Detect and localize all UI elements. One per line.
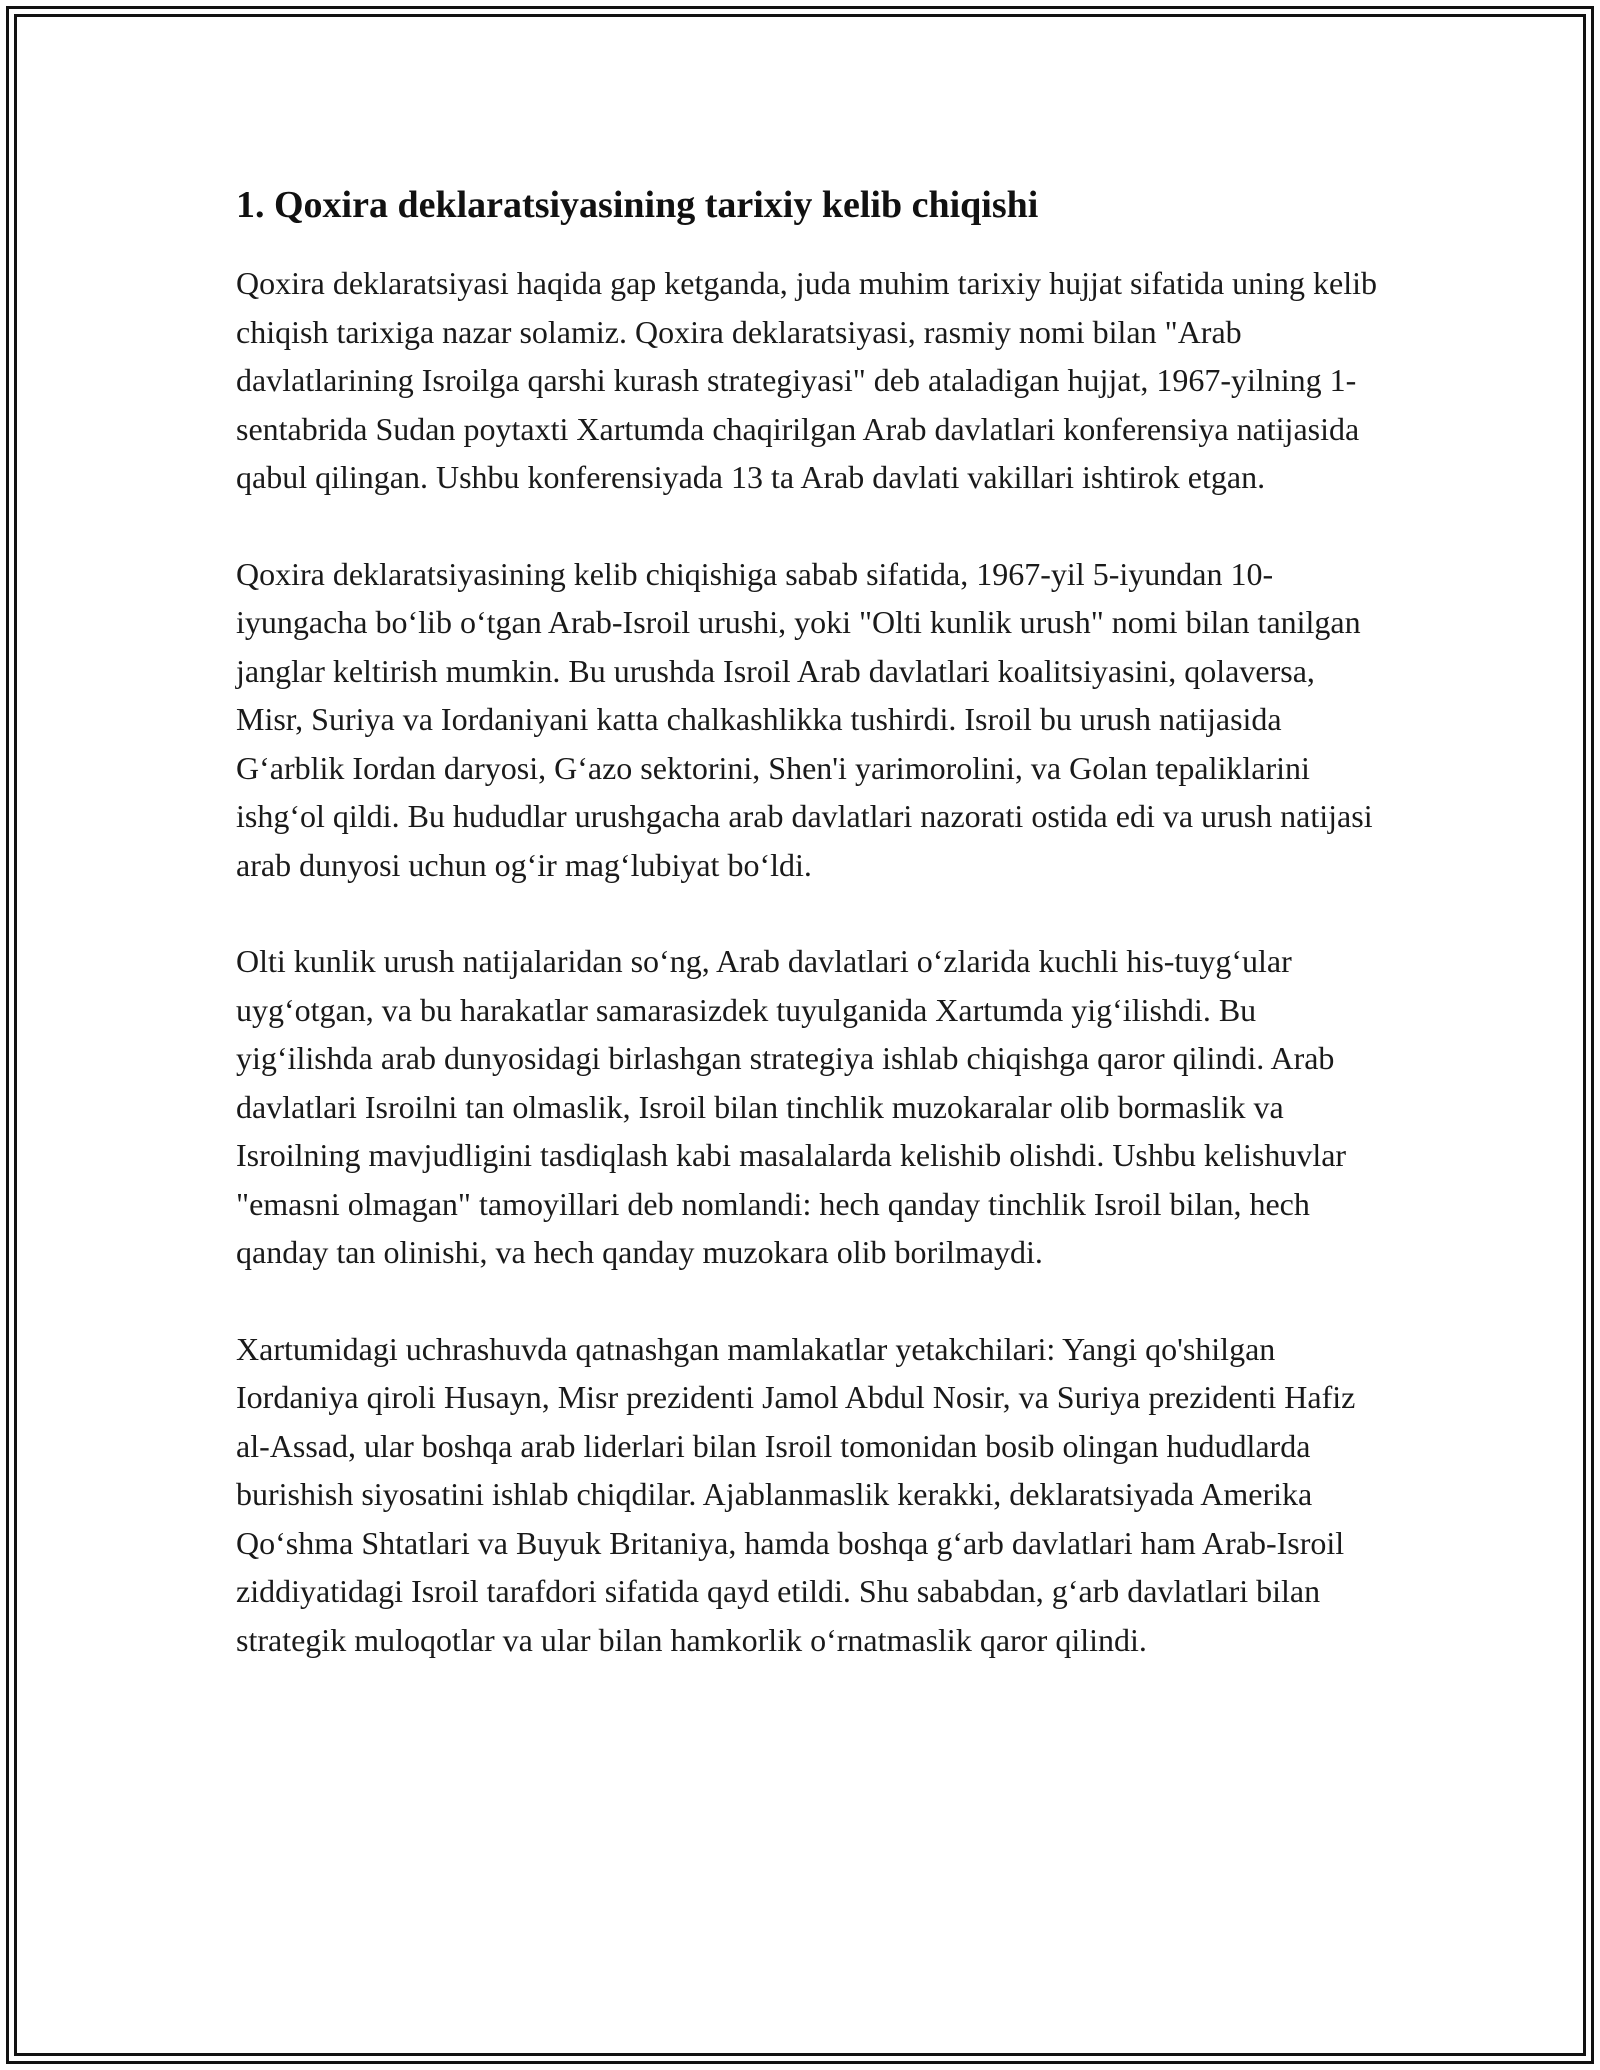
paragraph-khartoum-meeting: Olti kunlik urush natijalaridan so‘ng, Arab davlatlari o‘zlarida kuchli his-tuyg‘ular uyg‘otgan, va bu harakatlar samarasizdek tuyulganida Xartumda yig‘ilishdi. Bu yig‘ilishda arab dunyosidagi birlashgan strategiya ishlab chiqishga qaror qilindi. Arab davlatlari Isroilni tan olmaslik, Isroil bilan tinchlik muzokaralar olib bormaslik va Isroilning mavjudligini tasdiqlash kabi masalalarda kelishib olishdi. Ushbu kelishuvlar "emasni olmagan" tamoyillari deb nomlandi: hech qanday tinchlik Isroil bilan, hech qanday tan olinishi, va hech qanday muzokara olib borilmaydi. — [236, 943, 1347, 1271]
paragraph-six-day-war: Qoxira deklaratsiyasining kelib chiqishiga sabab sifatida, 1967-yil 5-iyundan 10-iyungacha bo‘lib o‘tgan Arab-Isroil urushi, yoki "Olti kunlik urush" nomi bilan tanilgan janglar keltirish mumkin. Bu urushda Isroil Arab davlatlari koalitsiyasini, qolaversa, Misr, Suriya va Iordaniyani katta chalkashlikka tushirdi. Isroil bu urush natijasida G‘arblik Iordan daryosi, G‘azo sektorini, Shen'i yarimorolini, va Golan tepaliklarini ishg‘ol qildi. Bu hududlar urushgacha arab davlatlari nazorati ostida edi va urush natijasi arab dunyosi uchun og‘ir mag‘lubiyat bo‘ldi. — [236, 555, 1373, 883]
paragraph-leaders: Xartumidagi uchrashuvda qatnashgan mamlakatlar yetakchilari: Yangi qo'shilgan Iordaniya qiroli Husayn, Misr prezidenti Jamol Abdul Nosir, va Suriya prezidenti Hafiz al-Assad, ular boshqa arab liderlari bilan Isroil tomonidan bosib olingan hududlarda burishish siyosatini ishlab chiqdilar. Ajablanmaslik kerakki, deklaratsiyada Amerika Qo‘shma Shtatlari va Buyuk Britaniya, hamda boshqa g‘arb davlatlari ham Arab-Isroil ziddiyatidagi Isroil tarafdori sifatida qayd etildi. Shu sababdan, g‘arb davlatlari bilan strategik muloqotlar va ular bilan hamkorlik o‘rnatmaslik qaror qilindi. — [236, 1330, 1356, 1658]
paragraph-origin: Qoxira deklaratsiyasi haqida gap ketganda, juda muhim tarixiy hujjat sifatida uning kelib chiqish tarixiga nazar solamiz. Qoxira deklaratsiyasi, rasmiy nomi bilan "Arab davlatlarining Isroilga qarshi kurash strategiyasi" deb ataladigan hujjat, 1967-yilning 1-sentabrida Sudan poytaxti Xartumda chaqirilgan Arab davlatlari konferensiya natijasida qabul qilingan. Ushbu konferensiyada 13 ta Arab davlati vakillari ishtirok etgan. — [236, 265, 1378, 496]
section-heading: 1. Qoxira deklaratsiyasining tarixiy kelib chiqishi — [236, 184, 1039, 226]
document-body — [236, 180, 1386, 1712]
